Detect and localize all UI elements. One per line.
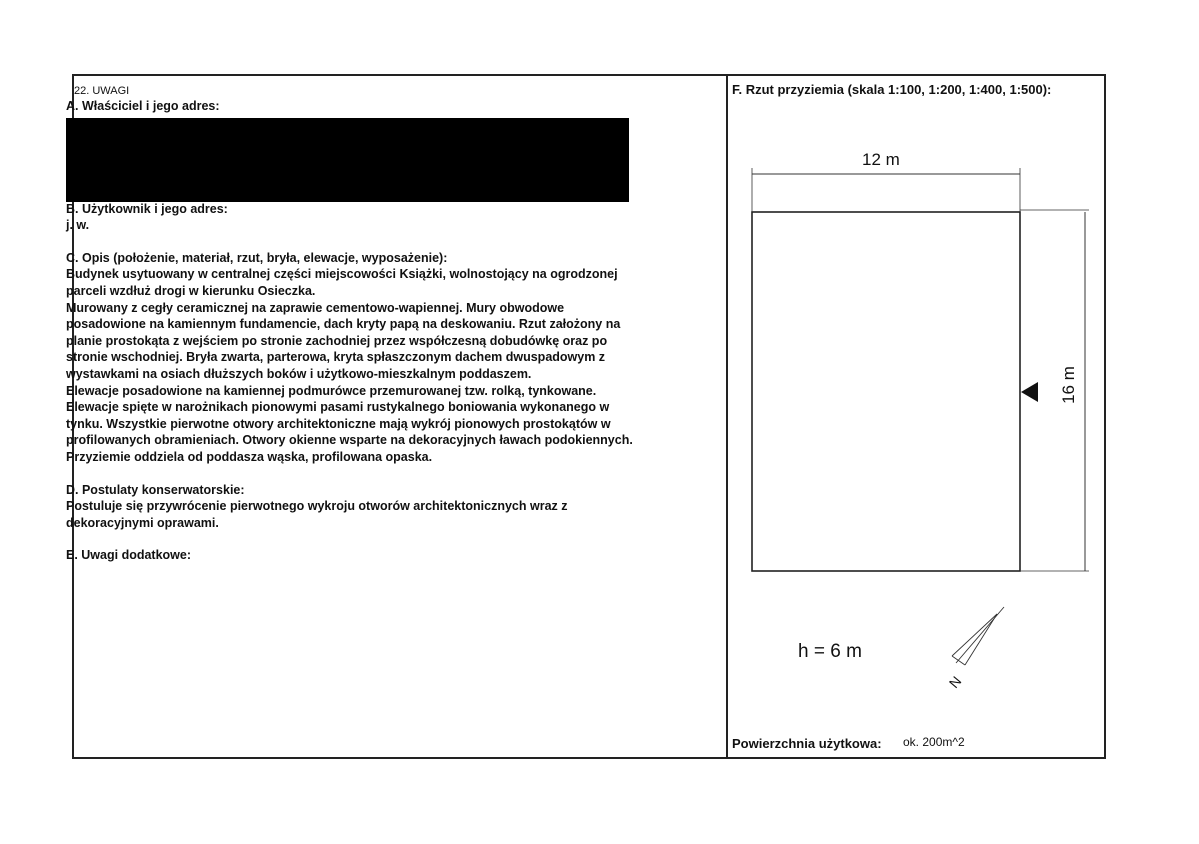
width-label: 12 m	[862, 150, 900, 169]
user-heading: B. Użytkownik i jego adres:	[66, 201, 228, 216]
entrance-arrow-icon	[1021, 382, 1038, 402]
description-line: Budynek usytuowany w centralnej części miejscowości Książki, wolnostojący na ogrodzonej	[66, 267, 618, 282]
usable-area-value: ok. 200m^2	[903, 735, 965, 749]
additional-remarks-heading: E. Uwagi dodatkowe:	[66, 548, 192, 563]
description-line: Murowany z cegły ceramicznej na zaprawie cementowo-wapiennej. Mury obwodowe	[66, 300, 565, 315]
height-label: h = 6 m	[798, 641, 862, 662]
description-line: parceli wzdłuż drogi w kierunku Osieczka.	[66, 283, 316, 298]
north-arrow-base	[952, 656, 965, 665]
description-line: Przyziemie oddziela od poddasza wąska, profilowana opaska.	[66, 449, 433, 464]
description-line: wystawkami na osiach dłuższych boków i użytkowo-mieszkalnym poddaszem.	[66, 366, 532, 381]
building-outline	[752, 212, 1020, 571]
north-label: N	[945, 672, 965, 692]
description-line: posadowione na kamiennym fundamencie, dach kryty papą na deskowaniu. Rzut założony na	[66, 317, 621, 332]
north-arrow-shaft	[956, 607, 1004, 663]
section-22-label: 22. UWAGI	[74, 85, 130, 97]
conservation-heading: D. Postulaty konserwatorskie:	[66, 482, 245, 497]
owner-heading: A. Właściciel i jego adres:	[66, 99, 220, 113]
description-line: Elewacje posadowione na kamiennej podmurówce przemurowanej tzw. rolką, tynkowane.	[66, 383, 597, 398]
conservation-line: Postuluje się przywrócenie pierwotnego wykroju otworów architektonicznych wraz z	[66, 499, 568, 514]
description-heading: C. Opis (położenie, materiał, rzut, bryła, elewacje, wyposażenie):	[66, 250, 448, 265]
description-line: planie prostokąta z wejściem po stronie zachodniej przez współczesną dobudówkę oraz po	[66, 333, 608, 348]
description-line: Elewacje spięte w narożnikach pionowymi pasami rustykalnego boniowania wykonanego w	[66, 400, 610, 415]
user-address: j. w.	[66, 218, 90, 233]
floor-plan-heading: F. Rzut przyziemia (skala 1:100, 1:200, 1:400, 1:500):	[732, 82, 1052, 97]
description-line: profilowanych obramieniach. Otwory okienne wsparte na dekoracyjnych ławach podokiennych.	[66, 433, 633, 448]
length-label: 16 m	[1058, 366, 1078, 404]
description-line: tynku. Wszystkie pierwotne otwory architektoniczne mają wykrój pionowych prostokątów w	[66, 416, 611, 431]
conservation-line: dekoracyjnymi oprawami.	[66, 515, 219, 530]
usable-area-label: Powierzchnia użytkowa:	[732, 736, 882, 751]
description-line: stronie wschodniej. Bryła zwarta, parterowa, kryta spłaszczonym dachem dwuspadowym z	[66, 350, 606, 365]
